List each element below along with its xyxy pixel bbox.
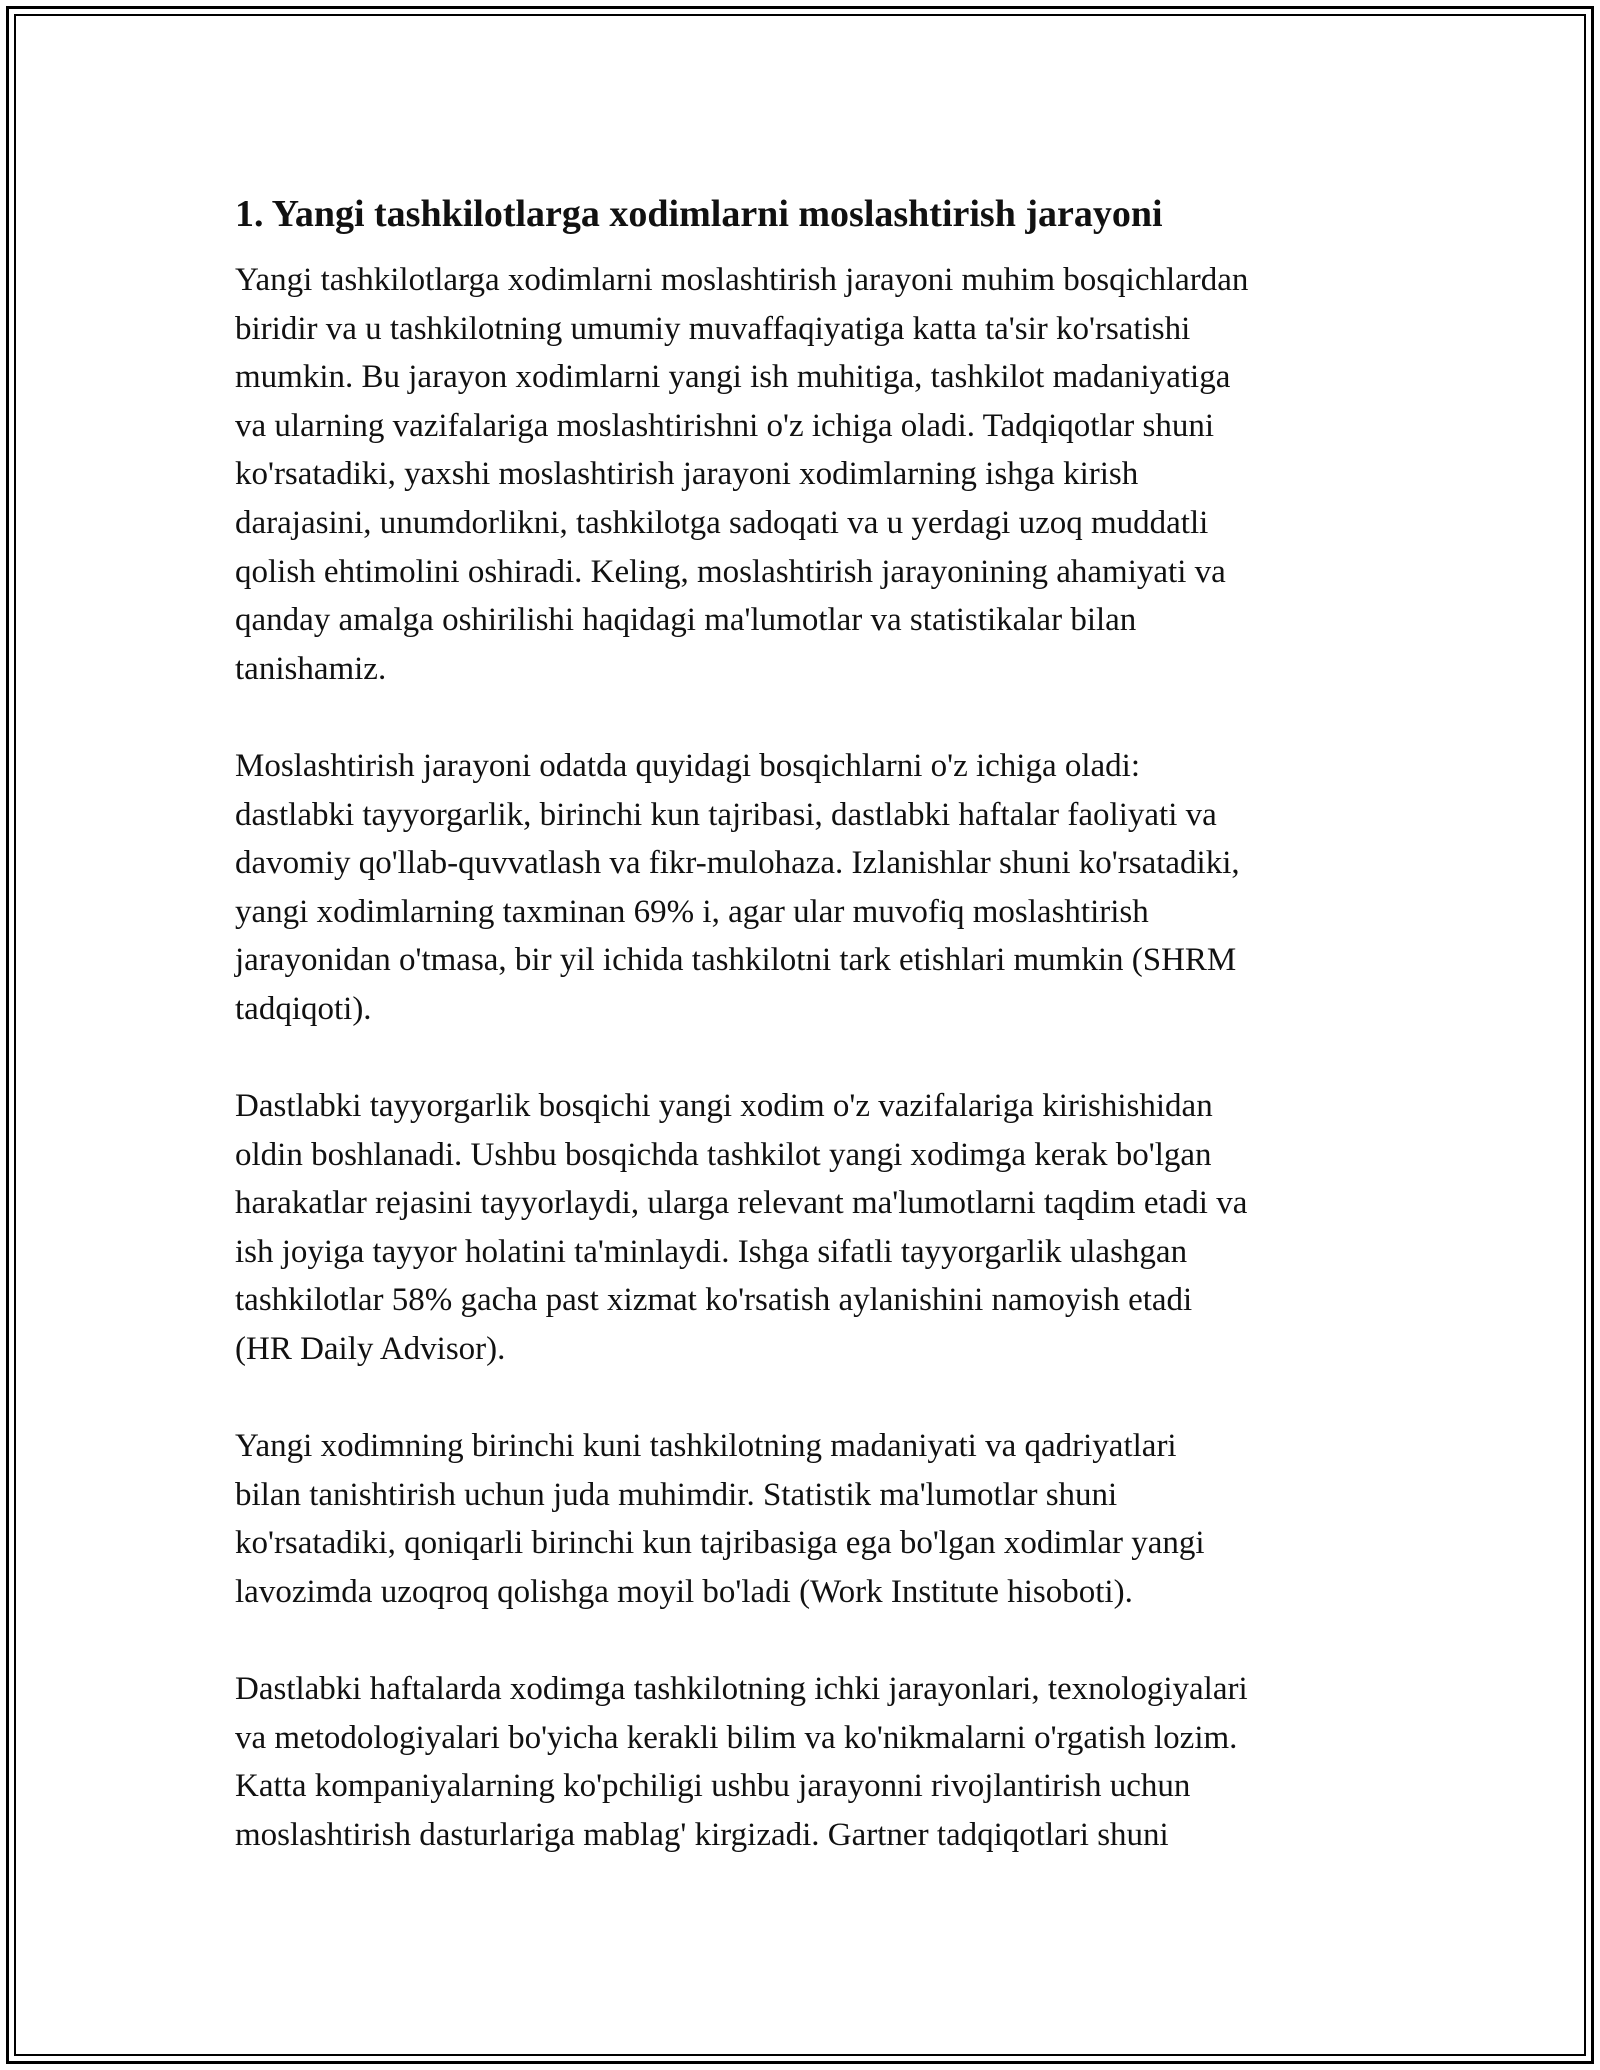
paragraph-line: va ularning vazifalariga moslashtirishni o'z ichiga oladi. Tadqiqotlar shuni — [235, 407, 1215, 444]
paragraph-list — [235, 256, 1375, 1860]
paragraph-line: darajasini, unumdorlikni, tashkilotga sadoqati va u yerdagi uzoq muddatli — [235, 504, 1209, 541]
paragraph-line: Katta kompaniyalarning ko'pchiligi ushbu jarayonni rivojlantirish uchun — [235, 1768, 1191, 1805]
paragraph-line: qolish ehtimolini oshiradi. Keling, moslashtirish jarayonining ahamiyati va — [235, 553, 1226, 590]
paragraph-line: dastlabki tayyorgarlik, birinchi kun tajribasi, dastlabki haftalar faoliyati va — [235, 796, 1217, 833]
paragraph-line: davomiy qo'llab-quvvatlash va fikr-mulohaza. Izlanishlar shuni ko'rsatadiki, — [235, 845, 1240, 882]
paragraph-line: harakatlar rejasini tayyorlaydi, ularga relevant ma'lumotlarni taqdim etadi va — [235, 1185, 1248, 1222]
paragraph-line: jarayonidan o'tmasa, bir yil ichida tashkilotni tark etishlari mumkin (SHRM — [235, 942, 1237, 979]
paragraph-line: yangi xodimlarning taxminan 69% i, agar ular muvofiq moslashtirish — [235, 893, 1149, 930]
paragraph-line: ko'rsatadiki, yaxshi moslashtirish jarayoni xodimlarning ishga kirish — [235, 456, 1139, 493]
paragraph-line: Yangi xodimning birinchi kuni tashkilotning madaniyati va qadriyatlari — [235, 1428, 1177, 1465]
paragraph — [235, 742, 1375, 1034]
paragraph-line: tanishamiz. — [235, 650, 387, 687]
paragraph-line: Moslashtirish jarayoni odatda quyidagi bosqichlarni o'z ichiga oladi: — [235, 747, 1141, 784]
paragraph-line: ish joyiga tayyor holatini ta'minlaydi. Ishga sifatli tayyorgarlik ulashgan — [235, 1233, 1188, 1270]
paragraph-line: lavozimda uzoqroq qolishga moyil bo'ladi (Work Institute hisoboti). — [235, 1574, 1133, 1611]
paragraph-line: bilan tanishtirish uchun juda muhimdir. Statistik ma'lumotlar shuni — [235, 1476, 1118, 1513]
paragraph-line: ko'rsatadiki, qoniqarli birinchi kun tajribasiga ega bo'lgan xodimlar yangi — [235, 1525, 1205, 1562]
paragraph-line: Dastlabki tayyorgarlik bosqichi yangi xodim o'z vazifalariga kirishishidan — [235, 1088, 1213, 1125]
section-heading: 1. Yangi tashkilotlarga xodimlarni moslashtirish jarayoni — [235, 193, 1163, 235]
paragraph-line: Dastlabki haftalarda xodimga tashkilotning ichki jarayonlari, texnologiyalari — [235, 1671, 1248, 1708]
paragraph-line: tashkilotlar 58% gacha past xizmat ko'rsatish aylanishini namoyish etadi — [235, 1282, 1193, 1319]
paragraph-line: mumkin. Bu jarayon xodimlarni yangi ish muhitiga, tashkilot madaniyatiga — [235, 359, 1231, 396]
paragraph-line: tadqiqoti). — [235, 990, 372, 1027]
paragraph — [235, 1422, 1375, 1616]
paragraph — [235, 1082, 1375, 1374]
paragraph-line: va metodologiyalari bo'yicha kerakli bilim va ko'nikmalarni o'rgatish lozim. — [235, 1719, 1238, 1756]
paragraph-line: biridir va u tashkilotning umumiy muvaffaqiyatiga katta ta'sir ko'rsatishi — [235, 310, 1191, 347]
paragraph — [235, 1665, 1375, 1859]
paragraph — [235, 256, 1375, 693]
paragraph-line: oldin boshlanadi. Ushbu bosqichda tashkilot yangi xodimga kerak bo'lgan — [235, 1136, 1212, 1173]
paragraph-line: moslashtirish dasturlariga mablag' kirgizadi. Gartner tadqiqotlari shuni — [235, 1817, 1169, 1853]
paragraph-line: Yangi tashkilotlarga xodimlarni moslashtirish jarayoni muhim bosqichlardan — [235, 262, 1249, 298]
paragraph-line: (HR Daily Advisor). — [235, 1331, 506, 1368]
document-body — [235, 188, 1375, 1908]
paragraph-line: qanday amalga oshirilishi haqidagi ma'lumotlar va statistikalar bilan — [235, 602, 1137, 639]
